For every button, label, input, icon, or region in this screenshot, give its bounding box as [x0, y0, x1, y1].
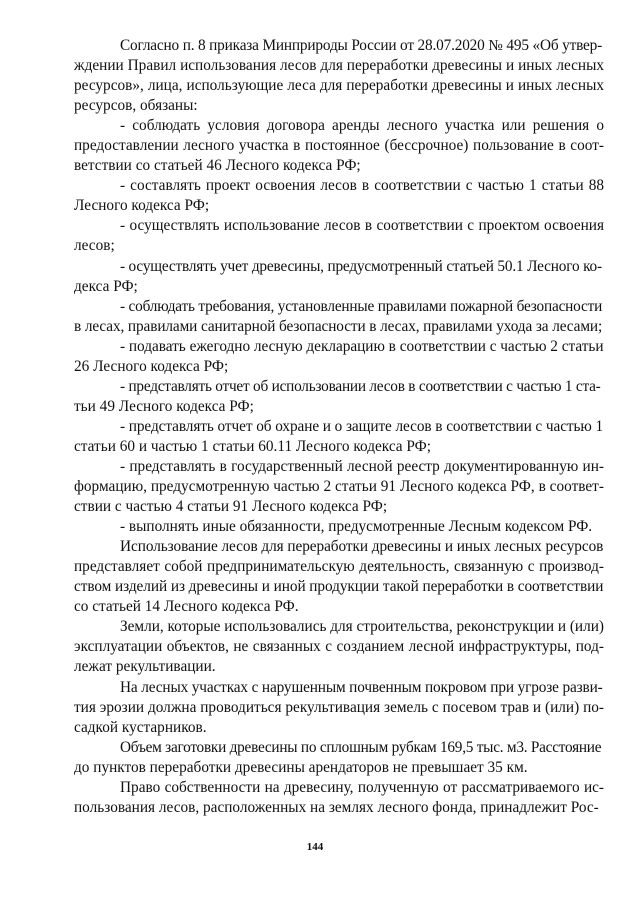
text-line: - осуществлять использование лесов в соответствии с проектом освоения [120, 217, 604, 235]
text-line: - подавать ежегодно лесную декларацию в соответствии с частью 2 статьи [120, 337, 604, 355]
text-line: - соблюдать требования, установленные правилами пожарной безопасности [120, 297, 603, 315]
text-line: представляет собой предпринимательскую деятельность, связанную с производ- [74, 558, 604, 576]
text-line: ждении Правил использования лесов для переработки древесины и иных лесных [74, 57, 604, 75]
text-line: со статьей 14 Лесного кодекса РФ. [74, 598, 299, 616]
text-line: - соблюдать условия договора аренды лесного участка или решения о [120, 117, 604, 135]
text-line: - представлять отчет об использовании лесов в соответствии с частью 1 ста- [120, 377, 601, 395]
text-line: декса РФ; [74, 277, 138, 295]
text-block [74, 36, 604, 818]
text-line: статьи 60 и частью 1 статьи 60.11 Лесного кодекса РФ; [74, 437, 432, 455]
text-line: формацию, предусмотренную частью 2 статьи 91 Лесного кодекса РФ, в соответ- [74, 478, 604, 496]
text-line: 26 Лесного кодекса РФ; [74, 357, 229, 375]
text-line: Использование лесов для переработки древесины и иных лесных ресурсов [120, 538, 604, 556]
text-line: тия эрозии должна проводиться рекультивация земель с посевом трав и (или) по- [74, 698, 604, 716]
text-line: ресурсов», лица, использующие леса для переработки древесины и иных лесных [74, 77, 604, 95]
text-line: ресурсов, обязаны: [74, 97, 198, 115]
text-line: пользования лесов, расположенных на землях лесного фонда, принадлежит Рос- [74, 798, 599, 816]
text-line: лесов; [74, 237, 115, 255]
text-line: На лесных участках с нарушенным почвенным покровом при угрозе разви- [120, 678, 603, 696]
text-line: в лесах, правилами санитарной безопасности в лесах, правилами ухода за лесами; [74, 317, 603, 335]
page-number: 144 [306, 841, 324, 853]
text-line: Право собственности на древесину, полученную от рассматриваемого ис- [120, 778, 604, 796]
text-line: - осуществлять учет древесины, предусмотренный статьей 50.1 Лесного ко- [120, 257, 602, 275]
text-line: ствии с частью 4 статьи 91 Лесного кодекса РФ; [74, 498, 388, 516]
text-line: ветствии со статьей 46 Лесного кодекса РФ; [74, 157, 361, 175]
text-line: тьи 49 Лесного кодекса РФ; [74, 397, 254, 415]
text-line: - составлять проект освоения лесов в соответствии с частью 1 статьи 88 [120, 177, 604, 195]
text-line: эксплуатации объектов, не связанных с созданием лесной инфраструктуры, под- [74, 638, 604, 656]
document-body [74, 36, 604, 818]
text-line: Земли, которые использовались для строительства, реконструкции и (или) [120, 618, 604, 636]
text-line: - представлять отчет об охране и о защите лесов в соответствии с частью 1 [120, 417, 604, 435]
text-line: Лесного кодекса РФ; [74, 197, 210, 215]
text-line: Объем заготовки древесины по сплошным рубкам 169,5 тыс. м3. Расстояние [120, 738, 602, 756]
text-line: ством изделий из древесины и иной продукции такой переработки в соответствии [74, 578, 604, 596]
text-line: лежат рекультивации. [74, 658, 216, 676]
text-line: - выполнять иные обязанности, предусмотренные Лесным кодексом РФ. [120, 518, 593, 536]
text-line: Согласно п. 8 приказа Минприроды России от 28.07.2020 № 495 «Об утвер- [120, 37, 603, 54]
text-line: до пунктов переработки древесины арендаторов не превышает 35 км. [74, 758, 528, 776]
text-line: - представлять в государственный лесной реестр документированную ин- [120, 457, 604, 475]
text-line: предоставлении лесного участка в постоянное (бессрочное) пользование в соот- [74, 137, 604, 155]
text-line: садкой кустарников. [74, 718, 207, 736]
